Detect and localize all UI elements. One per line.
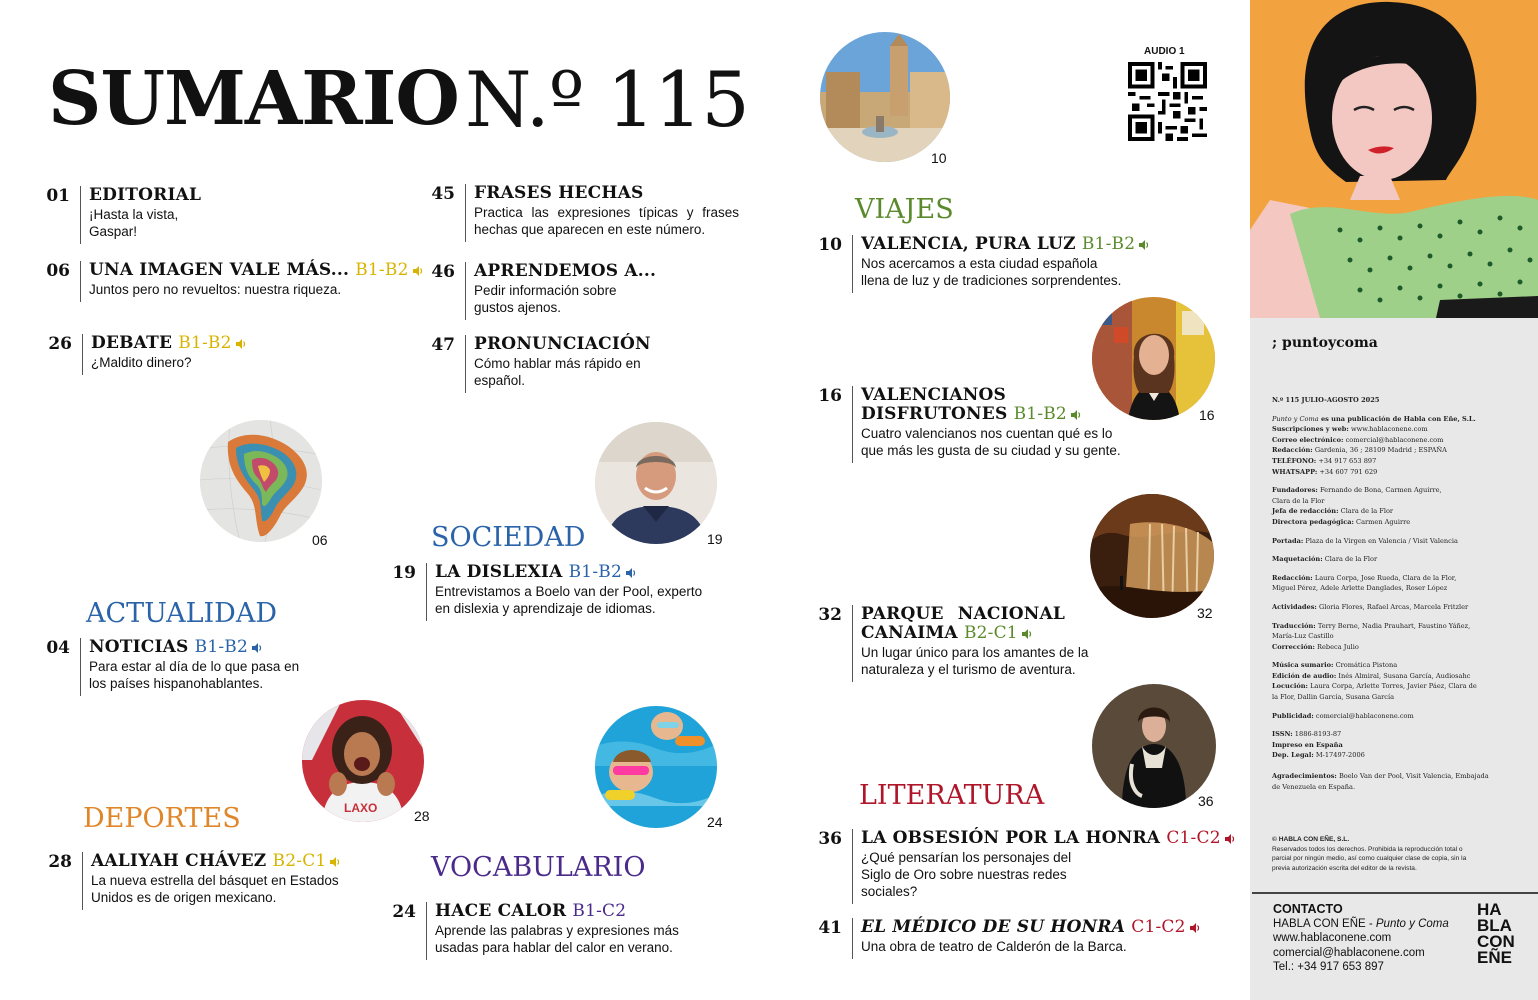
south-america-map-illustration: [200, 420, 322, 542]
entry-title-line2: DISFRUTONES: [861, 404, 1008, 424]
valencia-photo: [820, 32, 950, 162]
credit-line: Redacción: Gardenia, 36 ; 28109 Madrid ; ESPAÑA: [1272, 446, 1447, 455]
credit-line: Corrección: Rebeca Julio: [1272, 642, 1359, 651]
page-number: 04: [46, 638, 70, 658]
credit-line: ISSN: 1886-8193-87: [1272, 730, 1342, 739]
credit-line: Música sumario: Cromática Pistona: [1272, 661, 1398, 670]
cover-illustration: [1250, 0, 1538, 318]
level-badge: C1-C2: [1131, 917, 1186, 937]
page-number: 19: [392, 563, 416, 583]
cathedral-illustration: [820, 32, 950, 162]
credit-line: Directora pedagógica: Carmen Aguirre: [1272, 517, 1411, 526]
page-number: 46: [431, 262, 455, 282]
page-number: 32: [818, 605, 842, 625]
entry-title: LA DISLEXIA: [435, 562, 563, 582]
woman-illustration: [1250, 0, 1538, 318]
level-badge: B1-B2: [355, 260, 409, 280]
page-number: 24: [392, 902, 416, 922]
credit-line: Impreso en España: [1272, 740, 1343, 749]
credit-line: Portada: Plaza de la Virgen en Valencia / Visit Valencia: [1272, 536, 1458, 545]
boelo-portrait: [595, 422, 717, 544]
credit-line: Traducción: Terry Berne, Nadia Prauhart, Faustino Yáñez, María-Luz Castillo: [1272, 621, 1471, 641]
section-deportes: DEPORTES: [83, 803, 241, 834]
speaker-icon[interactable]: [1138, 239, 1150, 251]
phone-number: Tel.: +34 917 653 897: [1273, 961, 1384, 973]
entry-description: Aprende las palabras y expresiones más usadas para hablar del calor en verano.: [435, 923, 679, 955]
speaker-icon[interactable]: [251, 642, 263, 654]
level-badge: B2-C1: [272, 851, 327, 871]
level-badge: B1-B2: [1013, 404, 1067, 424]
divider: [1252, 892, 1538, 894]
credit-line: Redacción: Laura Corpa, Jose Rueda, Clara de la Flor, Miguel Pérez, Adele Arlette Danglades, Roser López: [1272, 573, 1457, 593]
page-number: 36: [818, 829, 842, 849]
credit-line: Agradecimientos: Boelo Van der Pool, Visit Valencia, Embajada de Venezuela en España.: [1272, 772, 1489, 791]
svg-text:LAXO: LAXO: [344, 801, 378, 815]
entry-title: VALENCIA, PURA LUZ: [861, 234, 1076, 254]
credit-line: Correo electrónico: comercial@hablaconene.com: [1272, 435, 1444, 444]
entry-title: PRONUNCIACIÓN: [474, 334, 651, 354]
pool-photo: [595, 706, 717, 828]
entry-title: EDITORIAL: [89, 185, 202, 205]
entry-title: HACE CALOR: [435, 901, 567, 921]
section-literatura: LITERATURA: [859, 780, 1045, 811]
entry-title-line2: CANAIMA: [861, 623, 958, 643]
map-photo: [200, 420, 322, 542]
credit-line: Suscripciones y web: www.hablaconene.com: [1272, 425, 1428, 434]
entry-description: Entrevistamos a Boelo van der Pool, experto en dislexia y aprendizaje de idiomas.: [435, 584, 703, 616]
section-viajes: VIAJES: [855, 194, 954, 225]
credit-line: TELÉFONO: +34 917 653 897: [1272, 456, 1377, 465]
copyright: © HABLA CON EÑE, S.L. Reservados todos los derechos. Prohibida la reproducción total o parcial por ningún medio, así como cualquier clase de copia, sin la previa autorización escrita del editor de la revista.: [1272, 836, 1467, 872]
photo-page-number: 28: [414, 808, 430, 824]
entry-description: Nos acercamos a esta ciudad española llena de luz y de tradiciones sorprendentes.: [861, 256, 1122, 288]
section-sociedad: SOCIEDAD: [431, 522, 586, 553]
photo-page-number: 19: [707, 531, 723, 547]
credit-line: Dep. Legal: M-17497-2006: [1272, 751, 1365, 760]
entry-description: ¡Hasta la vista, Gaspar!: [89, 207, 179, 239]
canaima-photo: [1090, 494, 1214, 618]
page-number: 01: [46, 186, 70, 206]
credit-line: Actividades: Gloria Flores, Rafael Arcas, Marcela Fritzler: [1272, 602, 1469, 611]
entry-title: AALIYAH CHÁVEZ: [91, 851, 267, 871]
speaker-icon[interactable]: [1070, 409, 1082, 421]
entry-description: Un lugar único para los amantes de la naturaleza y el turismo de aventura.: [861, 645, 1089, 677]
entry-description: Cómo hablar más rápido en español.: [474, 356, 641, 388]
photo-page-number: 06: [312, 532, 328, 548]
swimming-kids-illustration: [595, 706, 717, 828]
credit-line: Maquetación: Clara de la Flor: [1272, 555, 1378, 564]
issue-number: N.º 115: [465, 55, 749, 144]
page-number: 06: [46, 261, 70, 281]
entry-description: Practica las expresiones típicas y frases hechas que aparecen en este número.: [474, 205, 739, 237]
qr-code[interactable]: [1128, 62, 1207, 141]
habla-con-ene-logo: HA BLA CON EÑE: [1477, 900, 1515, 967]
credit-line: Fundadores: Fernando de Bona, Carmen Aguirre, Clara de la Flor: [1272, 486, 1442, 505]
credit-line: WHATSAPP: +34 607 791 629: [1272, 467, 1378, 476]
speaker-icon[interactable]: [235, 338, 247, 350]
audio-label: AUDIO 1: [1144, 46, 1185, 57]
page-number: 26: [48, 334, 72, 354]
photo-page-number: 16: [1199, 407, 1215, 423]
entry-title: NOTICIAS: [89, 637, 189, 657]
photo-page-number: 24: [707, 814, 723, 830]
section-vocabulario: VOCABULARIO: [431, 852, 646, 883]
page-number: 47: [431, 335, 455, 355]
page-title: SUMARIO: [48, 56, 459, 142]
person-illustration: [595, 422, 717, 544]
masthead-credits: N.º 115 JULIO-AGOSTO 2025 Punto y Coma es una publicación de Habla con Eñe, S.L. Suscripciones y web: www.hablaconene.com Correo electrónico: comercial@hablaconene.com Redacción: Gardenia, 36 ; 28109 Madrid ; ESPAÑA TELÉFONO: +34 917 653 897 WHATSAPP: +34 607 791 629 Fundadores: Fernando de Bona, Carmen Aguirre, Clara de la Flor Jefa de redacción: Clara de la Flor Directora pedagógica: Carmen Aguirre Portada: Plaza de la Virgen en Valencia / Visit Valencia Maquetación: Clara de la Flor Redacción: Laura Corpa, Jose Rueda, Clara de la Flor, Miguel Pérez, Adele Arlette Danglades, Roser López Actividades: Gloria Flores, Rafael Arcas, Marcela Fritzler Traducción: Terry Berne, Nadia Prauhart, Faustino Yáñez, María-Luz Castillo Corrección: Rebeca Julio Música sumario: Cromática Pistona Edición de audio: Inés Almiral, Susana García, Audiosahc Locución: Laura Corpa, Arlette Torres, Javier Páez, Clara de la Flor, Dallin García, Susana García Publicidad: comercial@hablaconene.com ISSN: 1886-8193-87 Impreso en España Dep. Legal: M-17497-2006 Agradecimientos: Boelo Van der Pool, Visit Valencia, Embajada de Venezuela en España.: [1272, 395, 1517, 800]
entry-description: Para estar al día de lo que pasa en los países hispanohablantes.: [89, 659, 300, 691]
entry-title: DEBATE: [91, 333, 173, 353]
credit-line: Edición de audio: Inés Almiral, Susana García, Audiosahc: [1272, 671, 1471, 680]
speaker-icon[interactable]: [1189, 922, 1201, 934]
entry-description: Pedir información sobre gustos ajenos.: [474, 283, 617, 315]
speaker-icon[interactable]: [1021, 628, 1033, 640]
athlete-illustration: [302, 700, 424, 822]
photo-page-number: 10: [931, 150, 947, 166]
entry-description: La nueva estrella del básquet en Estados Unidos es de origen mexicano.: [91, 873, 339, 905]
level-badge: B1-B2: [194, 637, 248, 657]
entry-title: LA OBSESIÓN POR LA HONRA: [861, 828, 1161, 848]
brand-name: ; puntoycoma: [1272, 335, 1378, 351]
contact-block: CONTACTO HABLA CON EÑE - Punto y Coma www.hablaconene.com comercial@hablaconene.com Tel.: +34 917 653 897: [1273, 902, 1449, 973]
page-number: 41: [818, 918, 842, 938]
level-badge: B1-B2: [178, 333, 232, 353]
waterfall-cave-illustration: [1090, 494, 1214, 618]
qr-code-icon: [1128, 62, 1207, 141]
literatura-painting: [1092, 684, 1216, 808]
level-badge: C1-C2: [1166, 828, 1221, 848]
entry-title: UNA IMAGEN VALE MÁS...: [89, 260, 350, 280]
page-number: 10: [818, 235, 842, 255]
credit-line: Locución: Laura Corpa, Arlette Torres, Javier Páez, Clara de la Flor, Dallin García, Susana García: [1272, 682, 1477, 702]
level-badge: B1-B2: [568, 562, 622, 582]
page-number: 16: [818, 386, 842, 406]
page-number: 28: [48, 852, 72, 872]
email-link[interactable]: comercial@hablaconene.com: [1273, 946, 1425, 959]
section-actualidad: ACTUALIDAD: [86, 598, 277, 629]
photo-page-number: 36: [1198, 793, 1214, 809]
speaker-icon[interactable]: [1224, 833, 1236, 845]
credit-line: Jefa de redacción: Clara de la Flor: [1272, 507, 1394, 516]
entry-title: APRENDEMOS A...: [474, 261, 657, 281]
website-link[interactable]: www.hablaconene.com: [1273, 932, 1392, 944]
entry-description: ¿Maldito dinero?: [91, 355, 192, 370]
baroque-portrait-illustration: [1092, 684, 1216, 808]
page-number: 45: [431, 184, 455, 204]
entry-title: FRASES HECHAS: [474, 183, 644, 203]
speaker-icon[interactable]: [329, 856, 341, 868]
speaker-icon[interactable]: [412, 265, 424, 277]
entry-description: Una obra de teatro de Calderón de la Barca.: [861, 939, 1127, 954]
credit-line: Publicidad: comercial@hablaconene.com: [1272, 711, 1414, 720]
entry-title: VALENCIANOS: [861, 385, 1007, 405]
level-badge: B1-B2: [1081, 234, 1136, 254]
entry-description: ¿Qué pensarían los personajes del Siglo de Oro sobre nuestras redes sociales?: [861, 850, 1072, 899]
speaker-icon[interactable]: [625, 567, 637, 579]
entry-description: Cuatro valencianos nos cuentan qué es lo que más les gusta de su ciudad y su gente.: [861, 426, 1121, 458]
entry-title: EL MÉDICO DE SU HONRA: [861, 917, 1126, 937]
aaliyah-photo: [302, 700, 424, 822]
level-badge: B1-C2: [572, 901, 627, 921]
entry-description: Juntos pero no revueltos: nuestra riqueza.: [89, 282, 342, 297]
photo-page-number: 32: [1197, 605, 1213, 621]
entry-title: PARQUE NACIONAL: [861, 604, 1066, 624]
level-badge: B2-C1: [963, 623, 1018, 643]
